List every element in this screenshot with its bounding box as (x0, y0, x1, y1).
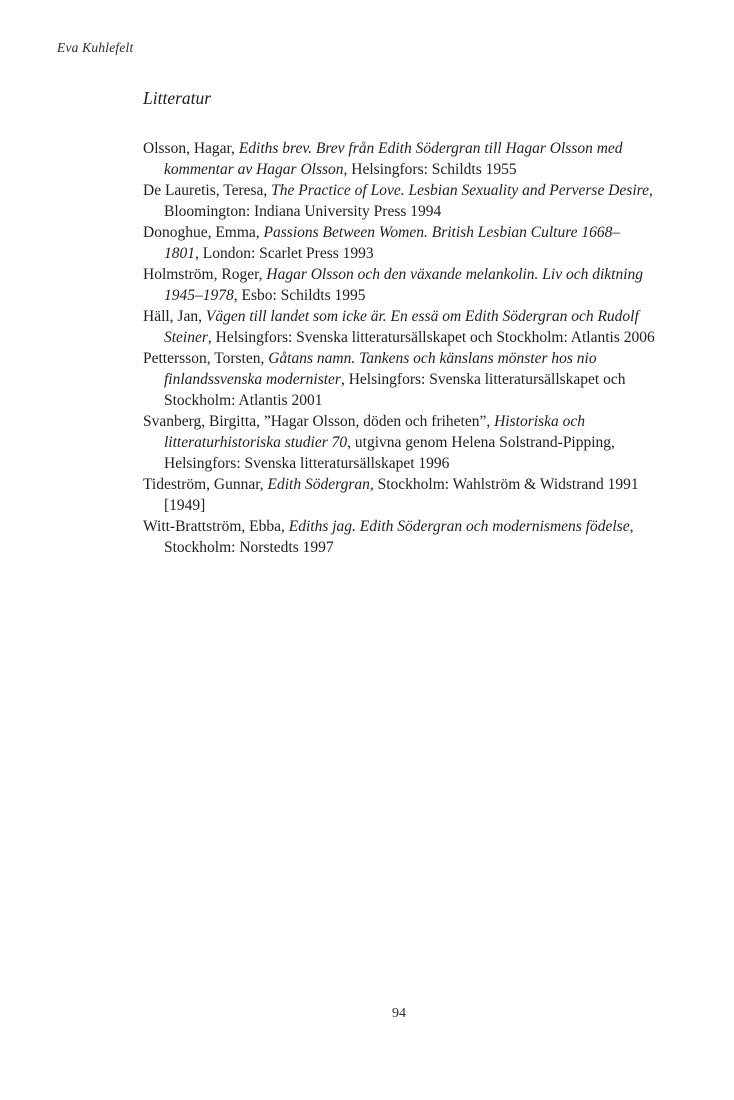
entry-text-segment: , utgivna genom Helena Solstrand-Pipping, Helsingfors: Svenska litteratursällskapet 1996 (164, 434, 615, 472)
entry-text-segment: , Stockholm: Norstedts 1997 (164, 518, 634, 556)
entry-text-segment: De Lauretis, Teresa, (143, 182, 272, 199)
entry-text-segment: , Esbo: Schildts 1995 (233, 287, 366, 304)
section-title: Litteratur (143, 88, 212, 108)
bibliography-entry (143, 222, 655, 264)
entry-title-segment: Gåtans namn. Tankens och känslans mönster hos nio finlandssvenska modernister (164, 350, 597, 388)
bibliography (143, 138, 655, 558)
bibliography-entry (143, 138, 655, 180)
entry-text-segment: Olsson, Hagar, (143, 140, 239, 157)
entry-text-segment: Tideström, Gunnar, (143, 476, 268, 493)
entry-title-segment: Vägen till landet som icke är. En essä om Edith Södergran och Rudolf Steiner (164, 308, 639, 346)
entry-text-segment: Pettersson, Torsten, (143, 350, 269, 367)
entry-text-segment: Svanberg, Birgitta, ”Hagar Olsson, döden och friheten”, (143, 413, 495, 430)
page-number: 94 (392, 1006, 406, 1021)
entry-text-segment: Holmström, Roger, (143, 266, 267, 283)
bibliography-entry (143, 180, 655, 222)
bibliography-entry (143, 264, 655, 306)
entry-title-segment: Passions Between Women. British Lesbian Culture 1668–1801 (164, 224, 621, 262)
entry-text-segment: , Helsingfors: Svenska litteratursällskapet och Stockholm: Atlantis 2006 (207, 329, 655, 346)
bibliography-entry (143, 474, 655, 516)
entry-text-segment: , London: Scarlet Press 1993 (195, 245, 374, 262)
entry-text-segment: , Helsingfors: Schildts 1955 (343, 161, 517, 178)
entry-title-segment: Edith Södergran (267, 476, 370, 493)
entry-title-segment: Ediths brev. Brev från Edith Södergran till Hagar Olsson med kommentar av Hagar Olsson (164, 140, 623, 178)
entry-text-segment: , Bloomington: Indiana University Press 1994 (164, 182, 653, 220)
entry-title-segment: Historiska och litteraturhistoriska studier 70 (164, 413, 585, 451)
bibliography-entry (143, 306, 655, 348)
entry-text-segment: Häll, Jan, (143, 308, 206, 325)
bibliography-entry (143, 516, 655, 558)
bibliography-entry (143, 348, 655, 411)
bibliography-entry (143, 411, 655, 474)
entry-text-segment: Donoghue, Emma, (143, 224, 264, 241)
entry-text-segment: , Stockholm: Wahlström & Widstrand 1991 [1949] (164, 476, 639, 514)
entry-title-segment: The Practice of Love. Lesbian Sexuality and Perverse Desire (271, 182, 649, 199)
entry-text-segment: Witt-Brattström, Ebba, (143, 518, 289, 535)
entry-title-segment: Hagar Olsson och den växande melankolin. Liv och diktning 1945–1978 (164, 266, 644, 304)
entry-text-segment: , Helsingfors: Svenska litteratursällskapet och Stockholm: Atlantis 2001 (164, 371, 626, 409)
entry-title-segment: Ediths jag. Edith Södergran och modernismens födelse (288, 518, 630, 535)
running-header: Eva Kuhlefelt (57, 40, 134, 55)
